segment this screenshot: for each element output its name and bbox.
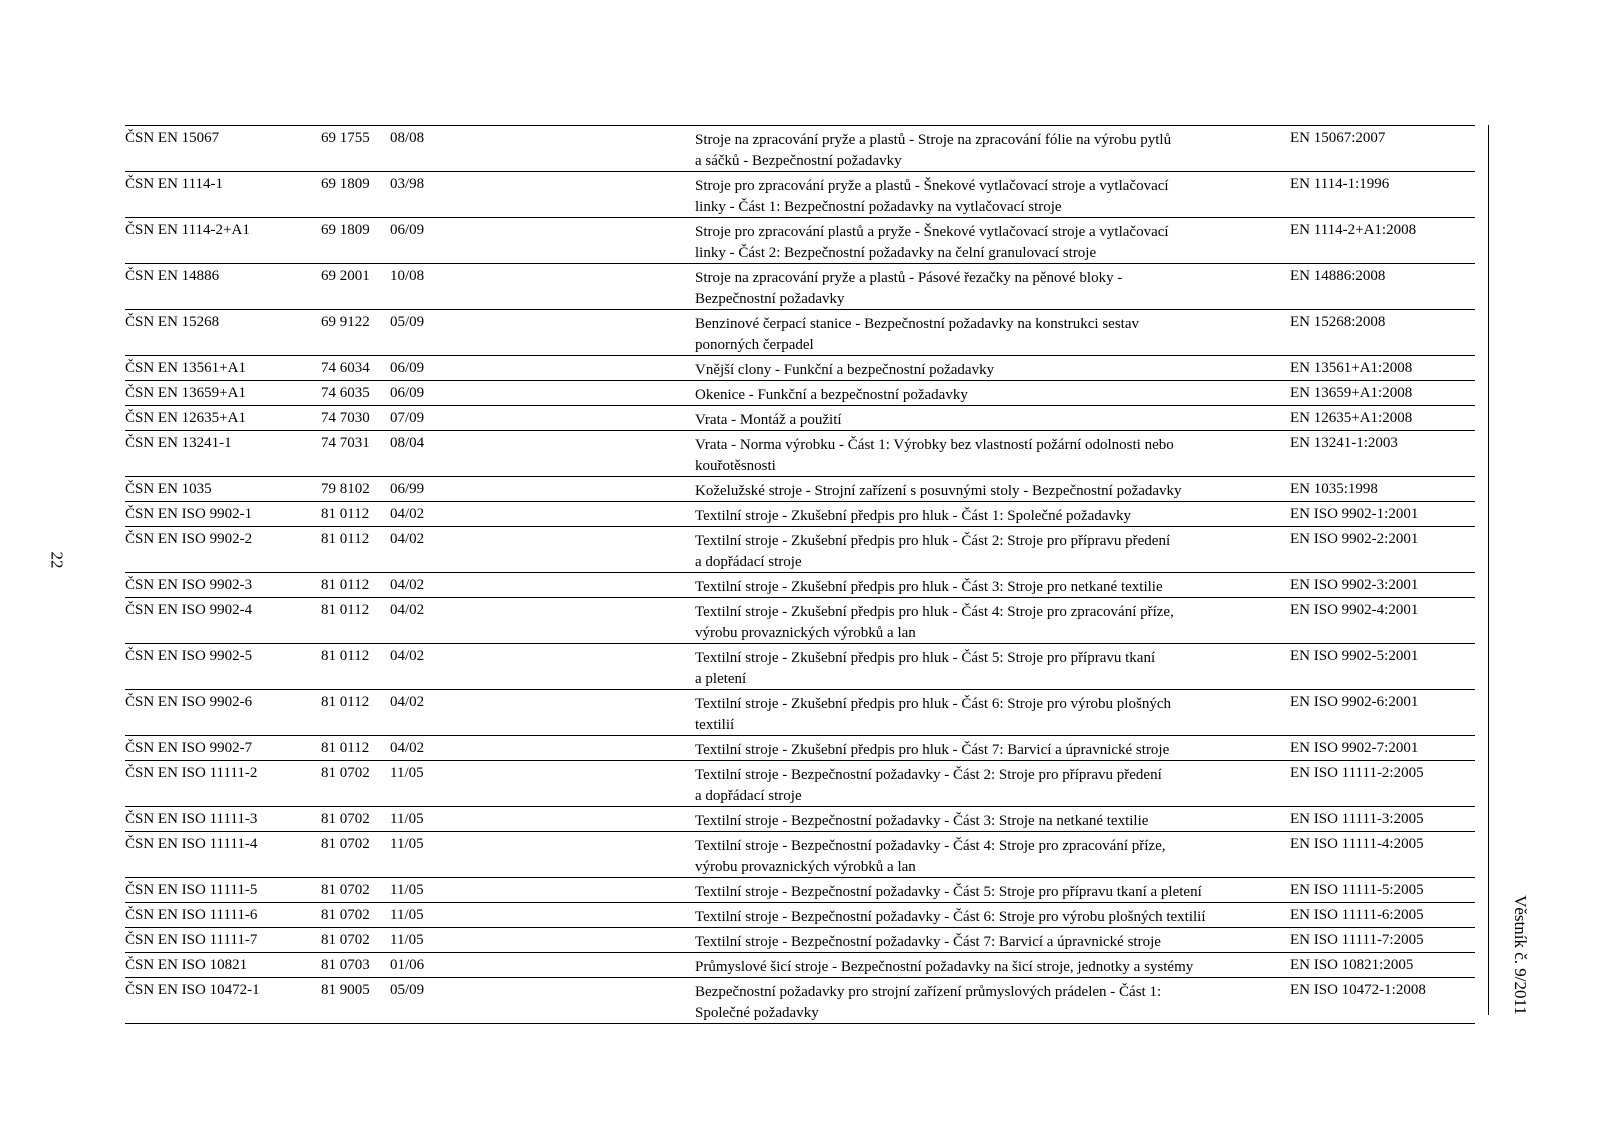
equivalent-standard: EN 1114-1:1996 xyxy=(1290,176,1390,192)
table-row xyxy=(125,310,1475,356)
class-number: 74 6035 xyxy=(321,385,370,401)
table-row xyxy=(125,690,1475,736)
standard-title xyxy=(695,360,1285,381)
standard-title xyxy=(695,435,1285,477)
table-row xyxy=(125,807,1475,832)
class-number: 81 0702 xyxy=(321,882,370,898)
equivalent-standard: EN ISO 9902-2:2001 xyxy=(1290,531,1419,547)
standard-code: ČSN EN 13241-1 xyxy=(125,435,232,451)
table-row xyxy=(125,477,1475,502)
issue-date: 11/05 xyxy=(390,882,424,898)
table-row xyxy=(125,903,1475,928)
standard-title xyxy=(695,410,1285,431)
title-line: Benzinové čerpací stanice - Bezpečnostní požadavky na konstrukci sestav xyxy=(695,316,1140,332)
standard-code: ČSN EN 13561+A1 xyxy=(125,360,246,376)
issue-date: 04/02 xyxy=(390,506,425,522)
equivalent-standard: EN ISO 9902-1:2001 xyxy=(1290,506,1419,522)
standard-title xyxy=(695,176,1285,218)
standard-title xyxy=(695,836,1285,878)
class-number: 81 0702 xyxy=(321,765,370,781)
equivalent-standard: EN ISO 9902-5:2001 xyxy=(1290,648,1419,664)
issue-date: 11/05 xyxy=(390,811,424,827)
standard-title xyxy=(695,130,1285,172)
class-number: 81 9005 xyxy=(321,982,370,998)
standard-code: ČSN EN 1114-1 xyxy=(125,176,224,192)
table-row xyxy=(125,598,1475,644)
equivalent-standard: EN ISO 9902-4:2001 xyxy=(1290,602,1419,618)
issue-date: 04/02 xyxy=(390,694,425,710)
journal-title: Věstník č. 9/2011 xyxy=(1511,895,1530,1015)
standard-title xyxy=(695,982,1285,1024)
class-number: 81 0702 xyxy=(321,932,370,948)
issue-date: 04/02 xyxy=(390,577,425,593)
standard-code: ČSN EN ISO 11111-4 xyxy=(125,836,258,852)
standard-title xyxy=(695,907,1285,928)
standard-code: ČSN EN ISO 11111-7 xyxy=(125,932,258,948)
standard-title xyxy=(695,481,1285,502)
title-line: Textilní stroje - Bezpečnostní požadavky - Část 3: Stroje na netkané textilie xyxy=(695,813,1149,829)
class-number: 69 9122 xyxy=(321,314,370,330)
standard-code: ČSN EN ISO 11111-5 xyxy=(125,882,258,898)
table-row xyxy=(125,381,1475,406)
class-number: 81 0112 xyxy=(321,577,370,593)
class-number: 81 0112 xyxy=(321,740,370,756)
class-number: 69 2001 xyxy=(321,268,370,284)
title-line: Vrata - Norma výrobku - Část 1: Výrobky bez vlastností požární odolnosti nebo xyxy=(695,437,1174,453)
issue-date: 03/98 xyxy=(390,176,425,192)
standards-table xyxy=(125,125,1475,1024)
title-line: a sáčků - Bezpečnostní požadavky xyxy=(695,153,902,169)
equivalent-standard: EN ISO 9902-7:2001 xyxy=(1290,740,1419,756)
title-line: Vrata - Montáž a použití xyxy=(695,412,842,428)
title-line: Textilní stroje - Zkušební předpis pro hluk - Část 3: Stroje pro netkané textilie xyxy=(695,579,1163,595)
issue-date: 08/08 xyxy=(390,130,425,146)
equivalent-standard: EN ISO 11111-2:2005 xyxy=(1290,765,1424,781)
equivalent-standard: EN 14886:2008 xyxy=(1290,268,1386,284)
title-line: Textilní stroje - Bezpečnostní požadavky - Část 7: Barvicí a úpravnické stroje xyxy=(695,934,1161,950)
standard-code: ČSN EN ISO 9902-2 xyxy=(125,531,253,547)
title-line: Společné požadavky xyxy=(695,1005,819,1021)
title-line: Koželužské stroje - Strojní zařízení s posuvnými stoly - Bezpečnostní požadavky xyxy=(695,483,1182,499)
class-number: 81 0112 xyxy=(321,531,370,547)
issue-date: 07/09 xyxy=(390,410,425,426)
equivalent-standard: EN 1114-2+A1:2008 xyxy=(1290,222,1417,238)
table-row xyxy=(125,264,1475,310)
title-line: Vnější clony - Funkční a bezpečnostní požadavky xyxy=(695,362,995,378)
equivalent-standard: EN ISO 11111-5:2005 xyxy=(1290,882,1424,898)
table-row xyxy=(125,431,1475,477)
class-number: 81 0112 xyxy=(321,602,370,618)
standard-title xyxy=(695,882,1285,903)
standard-title xyxy=(695,957,1285,978)
issue-date: 01/06 xyxy=(390,957,425,973)
issue-date: 11/05 xyxy=(390,836,424,852)
issue-date: 06/09 xyxy=(390,385,425,401)
title-line: Stroje pro zpracování pryže a plastů - Šnekové vytlačovací stroje a vytlačovací xyxy=(695,178,1169,194)
table-row xyxy=(125,126,1475,172)
issue-date: 05/09 xyxy=(390,982,425,998)
equivalent-standard: EN 13241-1:2003 xyxy=(1290,435,1398,451)
standard-title xyxy=(695,932,1285,953)
standard-title xyxy=(695,314,1285,356)
class-number: 69 1809 xyxy=(321,222,370,238)
standard-title xyxy=(695,648,1285,690)
equivalent-standard: EN ISO 11111-6:2005 xyxy=(1290,907,1424,923)
standard-code: ČSN EN ISO 9902-6 xyxy=(125,694,253,710)
equivalent-standard: EN ISO 9902-3:2001 xyxy=(1290,577,1419,593)
class-number: 74 7031 xyxy=(321,435,370,451)
title-line: Průmyslové šicí stroje - Bezpečnostní požadavky na šicí stroje, jednotky a systémy xyxy=(695,959,1194,975)
class-number: 69 1755 xyxy=(321,130,370,146)
standard-code: ČSN EN 1114-2+A1 xyxy=(125,222,250,238)
table-row xyxy=(125,644,1475,690)
issue-date: 04/02 xyxy=(390,648,425,664)
class-number: 69 1809 xyxy=(321,176,370,192)
standard-title xyxy=(695,268,1285,310)
standard-title xyxy=(695,694,1285,736)
equivalent-standard: EN 15067:2007 xyxy=(1290,130,1386,146)
standard-code: ČSN EN 13659+A1 xyxy=(125,385,246,401)
title-line: Textilní stroje - Zkušební předpis pro hluk - Část 2: Stroje pro přípravu předení xyxy=(695,533,1171,549)
class-number: 81 0702 xyxy=(321,836,370,852)
standard-title xyxy=(695,531,1285,573)
issue-date: 06/09 xyxy=(390,222,425,238)
standard-code: ČSN EN ISO 11111-6 xyxy=(125,907,258,923)
title-line: výrobu provaznických výrobků a lan xyxy=(695,625,916,641)
title-line: Textilní stroje - Bezpečnostní požadavky - Část 2: Stroje pro přípravu předení xyxy=(695,767,1162,783)
title-line: linky - Část 1: Bezpečnostní požadavky na vytlačovací stroje xyxy=(695,199,1062,215)
table-row xyxy=(125,573,1475,598)
issue-date: 06/09 xyxy=(390,360,425,376)
title-line: Textilní stroje - Zkušební předpis pro hluk - Část 1: Společné požadavky xyxy=(695,508,1131,524)
table-row xyxy=(125,953,1475,978)
table-row xyxy=(125,218,1475,264)
table-row xyxy=(125,878,1475,903)
table-row xyxy=(125,832,1475,878)
equivalent-standard: EN ISO 11111-3:2005 xyxy=(1290,811,1424,827)
standard-code: ČSN EN ISO 10821 xyxy=(125,957,248,973)
issue-date: 11/05 xyxy=(390,932,424,948)
standard-code: ČSN EN 1035 xyxy=(125,481,212,497)
title-line: Stroje na zpracování pryže a plastů - Stroje na zpracování fólie na výrobu pytlů xyxy=(695,132,1172,148)
page-number: 22 xyxy=(47,551,67,569)
class-number: 81 0702 xyxy=(321,811,370,827)
issue-date: 10/08 xyxy=(390,268,425,284)
equivalent-standard: EN ISO 10821:2005 xyxy=(1290,957,1414,973)
standard-code: ČSN EN ISO 9902-3 xyxy=(125,577,253,593)
title-line: Textilní stroje - Zkušební předpis pro hluk - Část 5: Stroje pro přípravu tkaní xyxy=(695,650,1156,666)
equivalent-standard: EN 12635+A1:2008 xyxy=(1290,410,1413,426)
standard-code: ČSN EN 15067 xyxy=(125,130,220,146)
standard-code: ČSN EN ISO 11111-3 xyxy=(125,811,258,827)
title-line: Okenice - Funkční a bezpečnostní požadavky xyxy=(695,387,968,403)
class-number: 79 8102 xyxy=(321,481,370,497)
equivalent-standard: EN 1035:1998 xyxy=(1290,481,1378,497)
title-line: Textilní stroje - Zkušební předpis pro hluk - Část 6: Stroje pro výrobu plošných xyxy=(695,696,1171,712)
table-row xyxy=(125,761,1475,807)
issue-date: 11/05 xyxy=(390,907,424,923)
standard-title xyxy=(695,602,1285,644)
table-row xyxy=(125,928,1475,953)
standard-title xyxy=(695,385,1285,406)
title-line: Textilní stroje - Bezpečnostní požadavky - Část 6: Stroje pro výrobu plošných textilií xyxy=(695,909,1206,925)
equivalent-standard: EN ISO 11111-7:2005 xyxy=(1290,932,1424,948)
standard-code: ČSN EN ISO 10472-1 xyxy=(125,982,260,998)
table-row xyxy=(125,172,1475,218)
standard-code: ČSN EN ISO 9902-5 xyxy=(125,648,253,664)
title-line: Textilní stroje - Bezpečnostní požadavky - Část 4: Stroje pro zpracování příze, xyxy=(695,838,1166,854)
class-number: 74 7030 xyxy=(321,410,370,426)
class-number: 81 0703 xyxy=(321,957,370,973)
class-number: 81 0112 xyxy=(321,694,370,710)
title-line: Stroje pro zpracování plastů a pryže - Šnekové vytlačovací stroje a vytlačovací xyxy=(695,224,1169,240)
equivalent-standard: EN ISO 11111-4:2005 xyxy=(1290,836,1424,852)
equivalent-standard: EN ISO 10472-1:2008 xyxy=(1290,982,1426,998)
equivalent-standard: EN 15268:2008 xyxy=(1290,314,1386,330)
standard-title xyxy=(695,577,1285,598)
issue-date: 05/09 xyxy=(390,314,425,330)
title-line: linky - Část 2: Bezpečnostní požadavky na čelní granulovací stroje xyxy=(695,245,1097,261)
title-line: Bezpečnostní požadavky pro strojní zařízení průmyslových prádelen - Část 1: xyxy=(695,984,1162,1000)
standard-title xyxy=(695,222,1285,264)
equivalent-standard: EN ISO 9902-6:2001 xyxy=(1290,694,1419,710)
title-line: Textilní stroje - Zkušební předpis pro hluk - Část 4: Stroje pro zpracování příze, xyxy=(695,604,1174,620)
standard-code: ČSN EN ISO 9902-1 xyxy=(125,506,253,522)
table-row xyxy=(125,978,1475,1024)
table-row xyxy=(125,527,1475,573)
issue-date: 06/99 xyxy=(390,481,425,497)
class-number: 81 0112 xyxy=(321,648,370,664)
standard-code: ČSN EN ISO 9902-7 xyxy=(125,740,253,756)
title-line: a pletení xyxy=(695,671,747,687)
standard-code: ČSN EN 14886 xyxy=(125,268,220,284)
issue-date: 04/02 xyxy=(390,531,425,547)
standard-code: ČSN EN 15268 xyxy=(125,314,220,330)
class-number: 74 6034 xyxy=(321,360,370,376)
title-line: ponorných čerpadel xyxy=(695,337,814,353)
title-line: Stroje na zpracování pryže a plastů - Pásové řezačky na pěnové bloky - xyxy=(695,270,1123,286)
table-row xyxy=(125,736,1475,761)
issue-date: 11/05 xyxy=(390,765,424,781)
title-line: Textilní stroje - Bezpečnostní požadavky - Část 5: Stroje pro přípravu tkaní a pletení xyxy=(695,884,1202,900)
table-right-rule xyxy=(1488,125,1489,1015)
standard-title xyxy=(695,506,1285,527)
standard-code: ČSN EN 12635+A1 xyxy=(125,410,246,426)
issue-date: 04/02 xyxy=(390,602,425,618)
title-line: a dopřádací stroje xyxy=(695,554,802,570)
issue-date: 04/02 xyxy=(390,740,425,756)
standard-code: ČSN EN ISO 9902-4 xyxy=(125,602,253,618)
table-row xyxy=(125,502,1475,527)
title-line: výrobu provaznických výrobků a lan xyxy=(695,859,916,875)
issue-date: 08/04 xyxy=(390,435,425,451)
class-number: 81 0112 xyxy=(321,506,370,522)
table-row xyxy=(125,356,1475,381)
title-line: Textilní stroje - Zkušební předpis pro hluk - Část 7: Barvicí a úpravnické stroje xyxy=(695,742,1170,758)
standard-title xyxy=(695,765,1285,807)
class-number: 81 0702 xyxy=(321,907,370,923)
table-row xyxy=(125,406,1475,431)
title-line: kouřotěsnosti xyxy=(695,458,776,474)
title-line: a dopřádací stroje xyxy=(695,788,802,804)
equivalent-standard: EN 13659+A1:2008 xyxy=(1290,385,1413,401)
standard-title xyxy=(695,811,1285,832)
equivalent-standard: EN 13561+A1:2008 xyxy=(1290,360,1413,376)
title-line: Bezpečnostní požadavky xyxy=(695,291,845,307)
title-line: textilií xyxy=(695,717,735,733)
standard-code: ČSN EN ISO 11111-2 xyxy=(125,765,258,781)
standard-title xyxy=(695,740,1285,761)
